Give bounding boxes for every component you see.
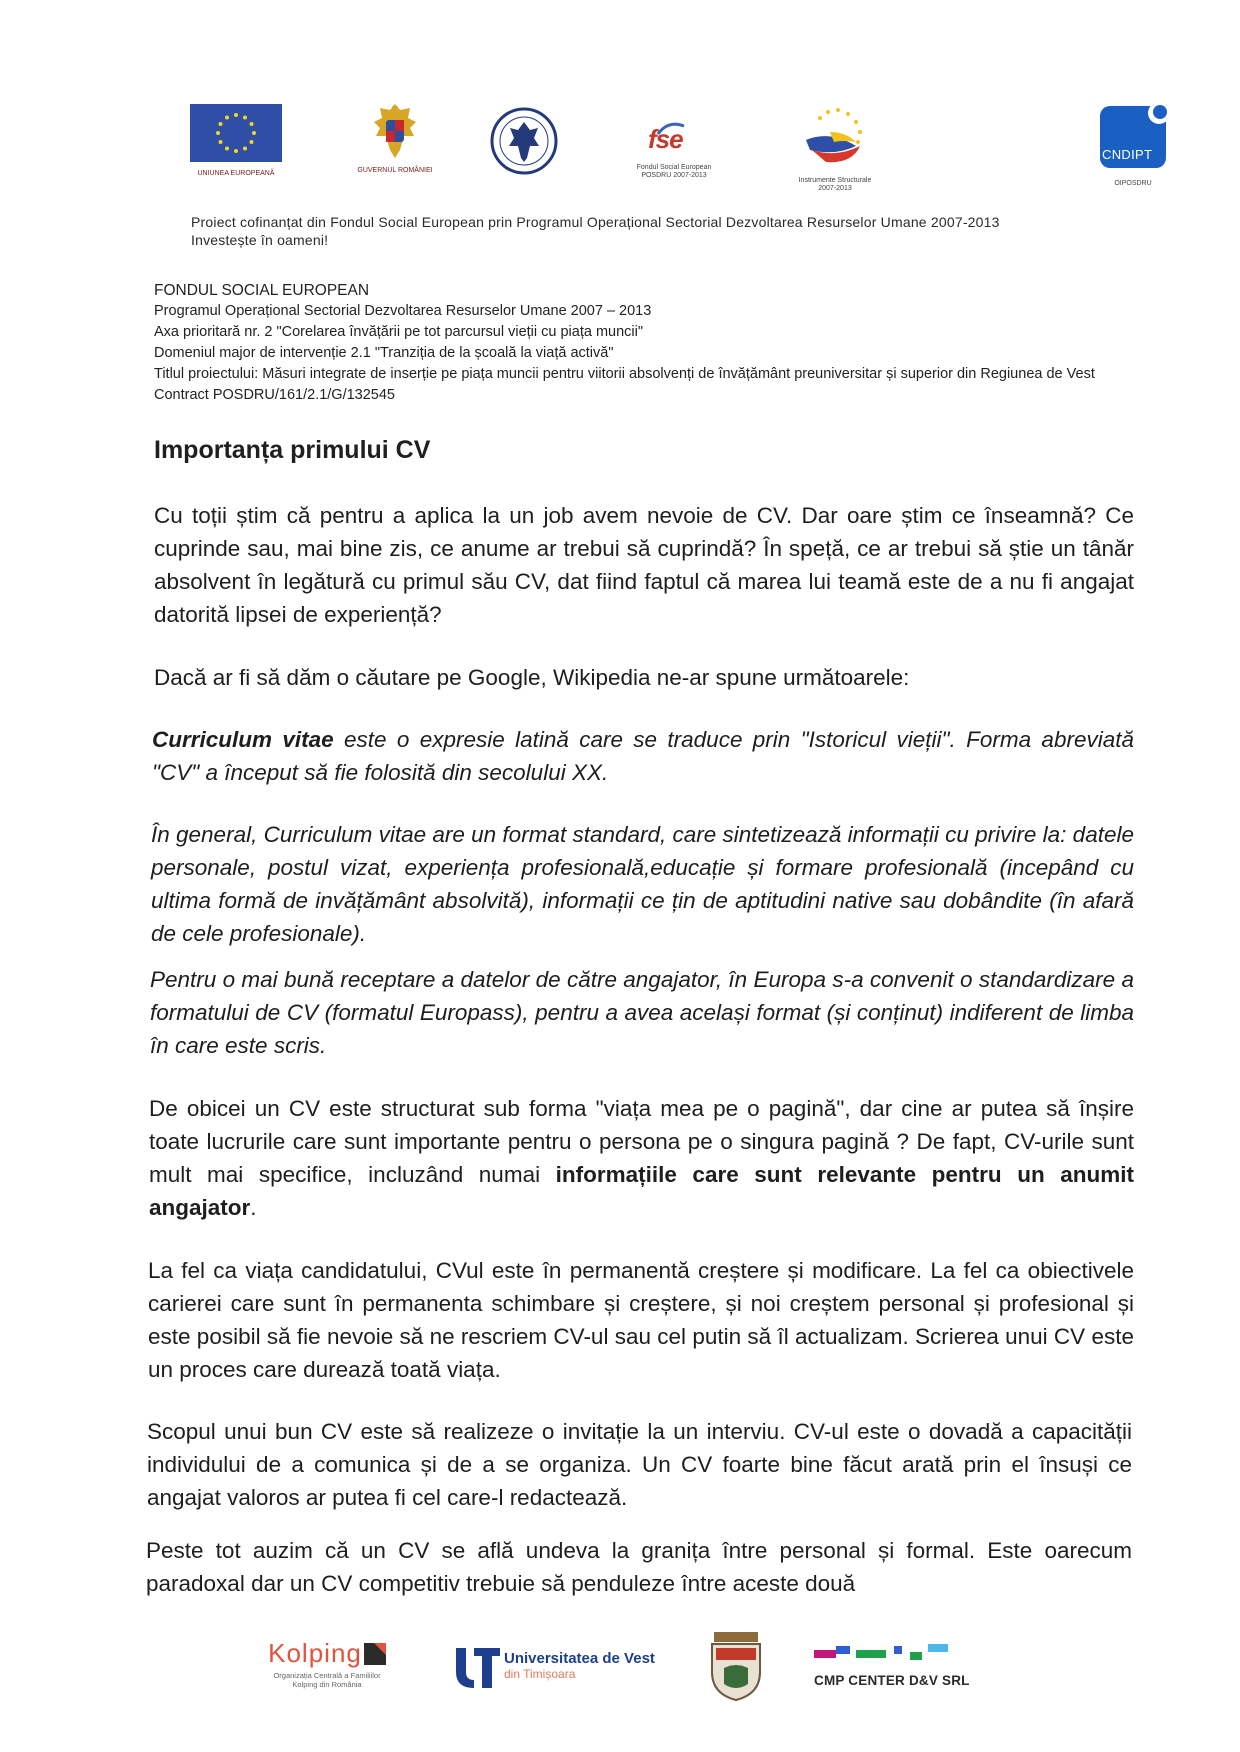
fund-name: FONDUL SOCIAL EUROPEAN <box>154 282 370 299</box>
government-caption: GUVERNUL ROMÂNIEI <box>357 167 433 174</box>
uvt-name: Universitatea de Vest <box>504 1650 655 1667</box>
project-info <box>154 280 1139 406</box>
cmp-center-logo <box>814 1642 984 1694</box>
cndipt-logo <box>1100 106 1166 192</box>
paragraph-7: La fel ca viața candidatului, CVul este în permanentă creștere și modificare. La fel ca obiectivele carierei care sunt în permanenta schimbare și creștere, și noi creștem personal și profesional și este posibil să fie nevoie să ne rescriem CV-ul sau cel putin să îl actualizam. Scrierea unui CV este un proces care durează toată viața. <box>148 1258 1134 1382</box>
intervention-domain: Domeniul major de intervenție 2.1 "Tranziția de la școală la viață activă" <box>154 345 614 361</box>
project-slogan: Investește în oameni! <box>191 232 329 248</box>
cofinancing-text: Proiect cofinanțat din Fondul Social European prin Programul Operațional Sectorial Dezvoltarea Resurselor Umane 2007-2013 <box>191 214 1000 230</box>
fse-caption-1: Fondul Social European <box>636 164 712 171</box>
romanian-coat-of-arms-icon <box>370 102 420 160</box>
is-caption-2: 2007-2013 <box>818 185 852 192</box>
fse-mark: fse <box>648 124 683 154</box>
kolping-k-icon <box>364 1643 386 1665</box>
paragraph-6-start: De obicei un CV este structurat sub forma "viața mea pe o pagină", dar cine ar putea să înșire toate lucrurile care sunt importante pentru o persona pe o singura pagină ? De fapt, CV-urile sunt mult mai specifice, incluzând numai <box>149 1096 1134 1187</box>
priority-axis: Axa prioritară nr. 2 "Corelarea învățării pe tot parcursul vieții cu piața muncii" <box>154 324 644 340</box>
paragraph-6 <box>149 1092 1134 1224</box>
uvt-city: din Timișoara <box>504 1667 576 1681</box>
cmp-color-bars-icon <box>814 1642 964 1662</box>
heraldic-crest-icon <box>706 1628 766 1702</box>
cndipt-label: CNDIPT <box>1102 147 1153 162</box>
structural-instruments-logo <box>780 106 890 198</box>
document-title: Importanța primului CV <box>154 436 431 464</box>
kolping-logo <box>254 1638 400 1702</box>
paragraph-4: În general, Curriculum vitae are un format standard, care sintetizează informații cu privire la: datele personale, postul vizat, experiența profesională,educație și formare profesională (incepând cu ultima formă de invățământ absolvită), informații ce țin de aptitudini native sau dobândite (în afară de cele profesionale). <box>151 822 1134 946</box>
eu-caption: UNIUNEA EUROPEANĂ <box>197 170 275 177</box>
kolping-name: Kolping <box>268 1638 362 1668</box>
ministry-seal-icon <box>489 106 559 176</box>
fse-caption-2: POSDRU 2007-2013 <box>641 172 707 179</box>
structural-instruments-icon <box>790 106 880 172</box>
paragraph-2: Dacă ar fi să dăm o căutare pe Google, Wikipedia ne-ar spune următoarele: <box>154 665 910 690</box>
cofinancing-statement <box>191 213 1141 249</box>
contract-number: Contract POSDRU/161/2.1/G/132545 <box>154 387 395 403</box>
paragraph-8: Scopul unui bun CV este să realizeze o invitație la un interviu. CV-ul este o dovadă a capacității individului de a comunica și de a se organiza. Un CV foarte bine făcut arată prin el însuși ce angajat valoros ar putea fi cel care-l redactează. <box>147 1419 1132 1510</box>
paragraph-5: Pentru o mai bună receptare a datelor de către angajator, în Europa s-a convenit o standardizare a formatului de CV (formatul Europass), pentru a avea același format (și conținut) indiferent de limba în care este scris. <box>150 967 1134 1058</box>
uvt-logo <box>452 1640 662 1698</box>
eu-flag-icon <box>190 104 282 162</box>
paragraph-1: Cu toții știm că pentru a aplica la un job avem nevoie de CV. Dar oare știm ce înseamnă? Ce cuprinde sau, mai bine zis, ce anume ar trebui să cuprindă? În speță, ce ar trebui să știe un tânăr absolvent în legătură cu primul său CV, dat fiind faptul că marea lui teamă este de a nu fi angajat datorită lipsei de experiență? <box>154 503 1134 627</box>
project-title: Titlul proiectului: Măsuri integrate de inserție pe piața muncii pentru viitorii absolvenți de învățământ preuniversitar și superior din Regiunea de Vest <box>154 366 1095 382</box>
kolping-sub-1: Organizația Centrală a Familiilor <box>273 1671 381 1680</box>
paragraph-9: Peste tot auzim că un CV se află undeva la granița între personal și formal. Este oarecum paradoxal dar un CV competitiv trebuie să penduleze între aceste două <box>146 1538 1132 1596</box>
kolping-sub-2: Kolping din România <box>292 1680 362 1689</box>
government-logo <box>345 102 445 174</box>
crest-logo <box>706 1628 766 1702</box>
paragraph-3-bold: Curriculum vitae <box>152 727 334 752</box>
paragraph-3 <box>152 723 1134 789</box>
eu-logo <box>190 104 282 177</box>
fse-logo <box>618 118 730 196</box>
program-line: Programul Operațional Sectorial Dezvoltarea Resurselor Umane 2007 – 2013 <box>154 303 652 319</box>
uvt-emblem-icon <box>452 1644 504 1690</box>
paragraph-6-bold: informațiile care sunt relevante pentru un anumit angajator <box>149 1162 1134 1220</box>
fse-mark-icon <box>618 118 730 164</box>
cmp-name: CMP CENTER D&V SRL <box>814 1673 970 1688</box>
is-caption-1: Instrumente Structurale <box>798 177 872 184</box>
cndipt-badge-icon <box>1100 106 1166 168</box>
cndipt-caption: OIPOSDRU <box>1114 180 1152 187</box>
paragraph-6-end: . <box>250 1195 257 1220</box>
paragraph-3-rest: este o expresie latină care se traduce prin "Istoricul vieții". Forma abreviată "CV" a început să fie folosită din secolului XX. <box>152 727 1134 785</box>
ministry-seal-logo <box>488 106 560 176</box>
